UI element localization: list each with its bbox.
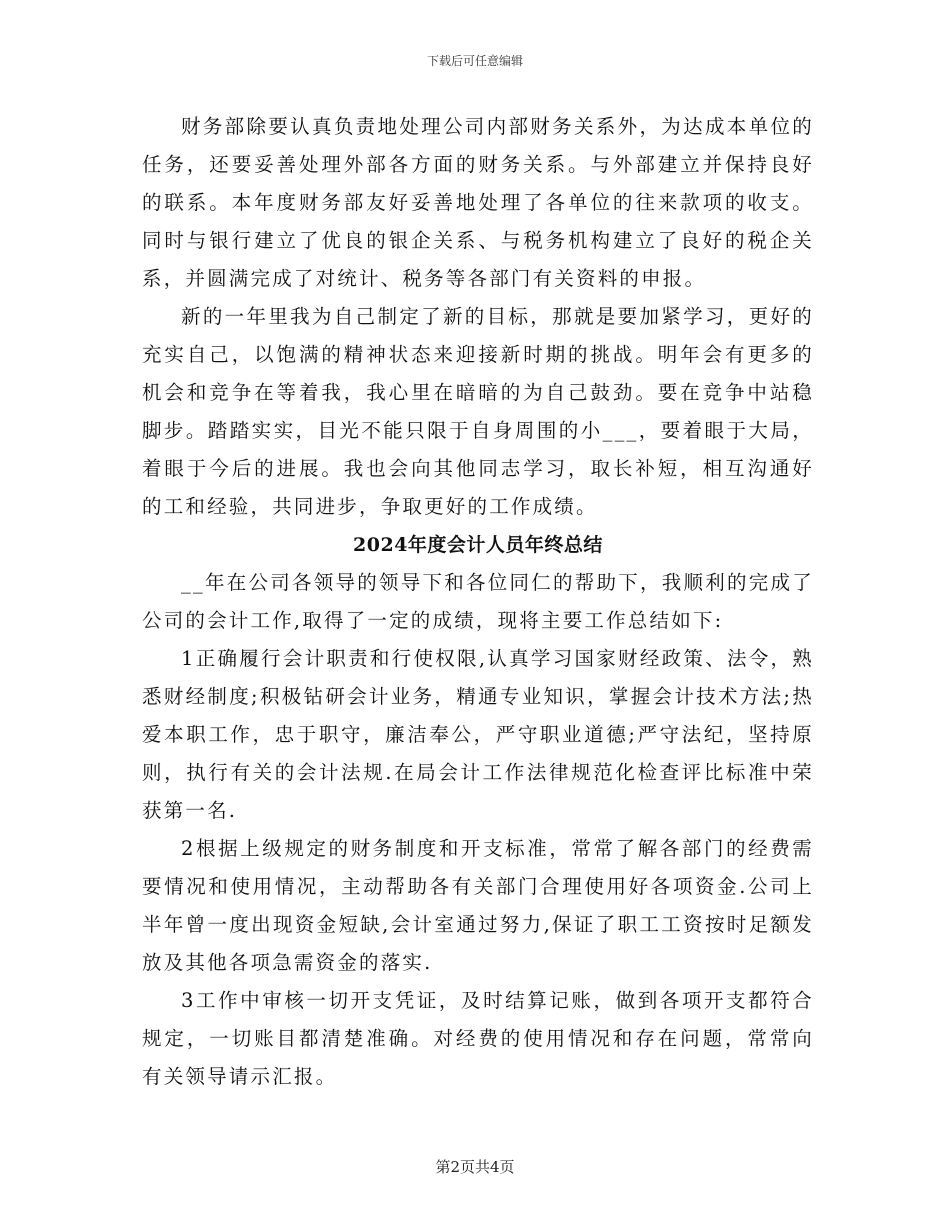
paragraph-item-1: 1正确履行会计职责和行使权限,认真学习国家财经政策、法令，熟悉财经制度;积极钻研会计业务，精通专业知识，掌握会计技术方法;热爱本职工作，忠于职守，廉洁奉公，严守职业道德;严守法纪，坚持原则，执行有关的会计法规.在局会计工作法律规范化检查评比标准中荣获第一名. — [142, 647, 814, 822]
paragraph-item-3: 3工作中审核一切开支凭证，及时结算记账，做到各项开支都符合规定，一切账目都清楚准确。对经费的使用情况和存在问题，常常向有关领导请示汇报。 — [142, 989, 814, 1088]
paragraph-finance-relations: 财务部除要认真负责地处理公司内部财务关系外，为达成本单位的任务，还要妥善处理外部各方面的财务关系。与外部建立并保持良好的联系。本年度财务部友好妥善地处理了各单位的往来款项的收支。同时与银行建立了优良的银企关系、与税务机构建立了良好的税企关系，并圆满完成了对统计、税务等各部门有关资料的申报。 — [142, 115, 814, 290]
page-number: 第2页共4页 — [435, 1158, 515, 1176]
document-body — [142, 108, 814, 1096]
section-title: 2024年度会计人员年终总结 — [353, 534, 603, 556]
paragraph-new-year-goals: 新的一年里我为自己制定了新的目标，那就是要加紧学习，更好的充实自己，以饱满的精神状态来迎接新时期的挑战。明年会有更多的机会和竞争在等着我，我心里在暗暗的为自己鼓劲。要在竞争中站稳脚步。踏踏实实，目光不能只限于自身周围的小___，要着眼于大局，着眼于今后的进展。我也会向其他同志学习，取长补短，相互沟通好的工和经验，共同进步，争取更好的工作成绩。 — [142, 305, 814, 518]
paragraph-item-2: 2根据上级规定的财务制度和开支标准，常常了解各部门的经费需要情况和使用情况，主动帮助各有关部门合理使用好各项资金.公司上半年曾一度出现资金短缺,会计室通过努力,保证了职工工资按时足额发放及其他各项急需资金的落实. — [142, 837, 814, 974]
page-header: 下载后可任意编辑 — [426, 54, 523, 68]
paragraph-intro: __年在公司各领导的领导下和各位同仁的帮助下，我顺利的完成了公司的会计工作,取得了一定的成绩，现将主要工作总结如下: — [142, 571, 814, 632]
